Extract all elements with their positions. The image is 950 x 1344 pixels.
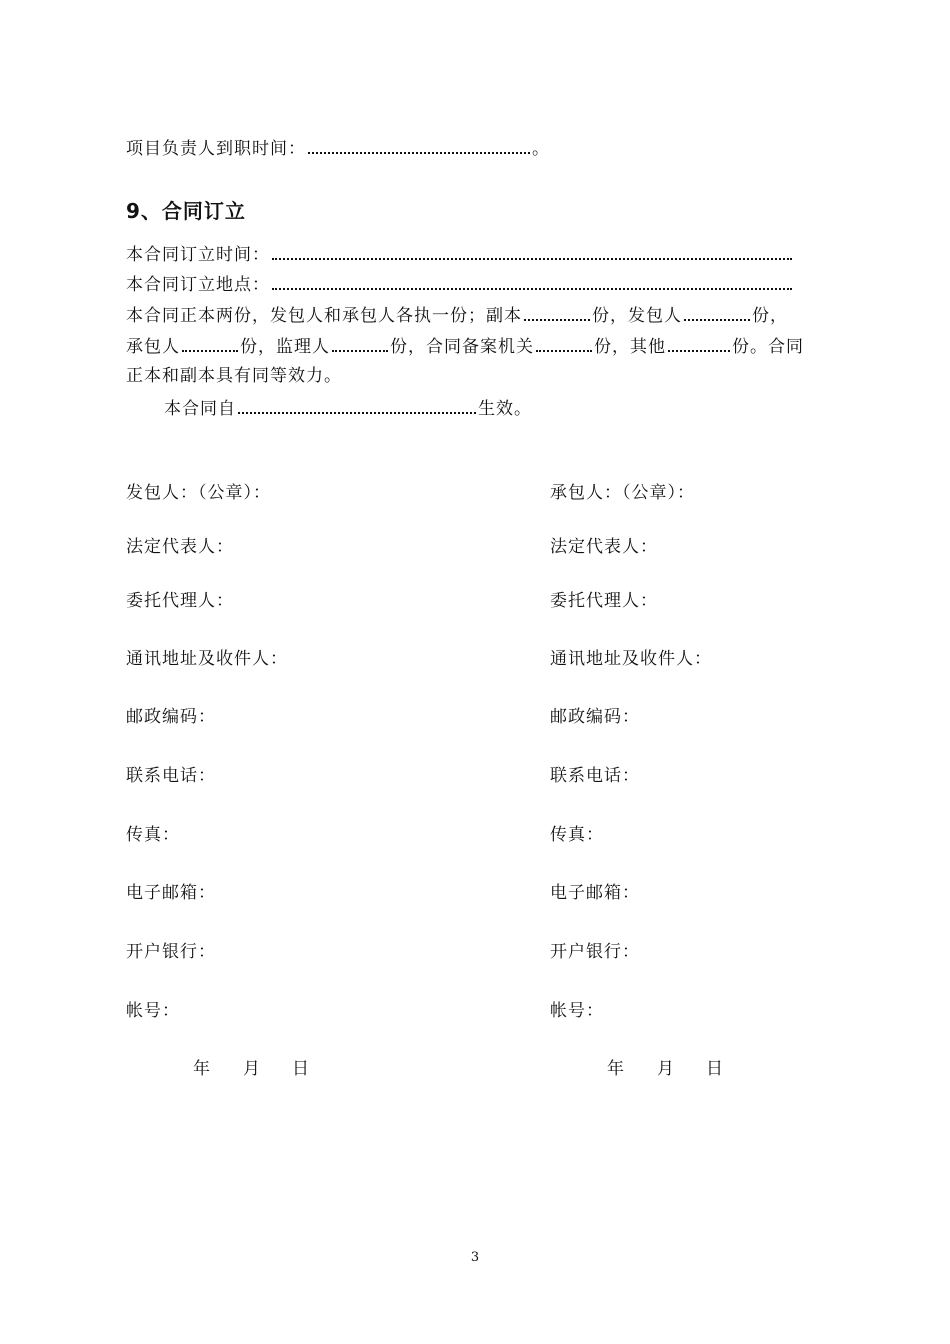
left-field-agent: 委托代理人： [126,591,234,611]
left-field-email: 电子邮箱： [126,883,216,903]
arrival-time-label: 项目负责人到职时间： [126,139,306,159]
sign-time-blank [272,242,792,260]
sign-place-label: 本合同订立地点： [126,275,270,295]
copies-text-a: 本合同正本两份，发包人和承包人各执一份；副本 [126,306,522,326]
right-field-postcode: 邮政编码： [550,707,640,727]
arrival-time-line [126,136,550,160]
copies-line-3 [126,365,342,387]
right-field-phone: 联系电话： [550,766,640,786]
left-date-day: 日 [292,1059,309,1079]
right-field-bank: 开户银行： [550,942,640,962]
arrival-time-blank [308,136,530,154]
left-field-address: 通讯地址及收件人： [126,649,288,669]
right-field-agent: 委托代理人： [550,591,658,611]
right-field-account: 帐号： [550,1001,604,1021]
left-field-legal-rep: 法定代表人： [126,537,234,557]
copies-line-2 [126,334,804,358]
right-date-day: 日 [706,1059,723,1079]
sign-time-line [126,242,794,266]
right-field-legal-rep: 法定代表人： [550,537,658,557]
right-field-email: 电子邮箱： [550,883,640,903]
copies-blank-employer [684,303,750,321]
right-date-year: 年 [607,1059,624,1079]
left-date-year: 年 [193,1059,210,1079]
right-field-address: 通讯地址及收件人： [550,649,712,669]
copies-blank-other [668,334,730,352]
copies-blank-duplicate [524,303,590,321]
effective-label: 本合同自 [164,399,236,419]
copies-blank-filing [536,334,592,352]
left-date [193,1058,309,1080]
left-field-postcode: 邮政编码： [126,707,216,727]
page-number: 3 [470,1250,480,1265]
left-party-title: 发包人：（公章）： [126,483,271,503]
copies-line-1 [126,303,788,327]
effective-end: 生效。 [478,399,532,419]
copies-text-d: 承包人 [126,337,180,357]
copies-text-g: 份，其他 [594,337,666,357]
left-field-account: 帐号： [126,1001,180,1021]
right-field-fax: 传真： [550,825,604,845]
copies-text-c: 份， [752,306,788,326]
right-date [607,1058,723,1080]
sign-place-line [126,272,794,296]
copies-text-i: 正本和副本具有同等效力。 [126,366,342,386]
copies-blank-supervisor [332,334,388,352]
copies-text-e: 份，监理人 [240,337,330,357]
left-date-month: 月 [243,1059,260,1079]
copies-text-f: 份，合同备案机关 [390,337,534,357]
effective-line [164,396,532,420]
sign-place-blank [272,272,792,290]
arrival-time-end: 。 [532,139,550,159]
copies-text-h: 份。合同 [732,337,804,357]
copies-text-b: 份，发包人 [592,306,682,326]
right-date-month: 月 [657,1059,674,1079]
section-heading: 9、合同订立 [126,199,246,223]
left-field-fax: 传真： [126,825,180,845]
left-field-bank: 开户银行： [126,942,216,962]
left-field-phone: 联系电话： [126,766,216,786]
effective-blank [238,396,476,414]
copies-blank-contractor [182,334,238,352]
sign-time-label: 本合同订立时间： [126,245,270,265]
right-party-title: 承包人：（公章）： [550,483,695,503]
